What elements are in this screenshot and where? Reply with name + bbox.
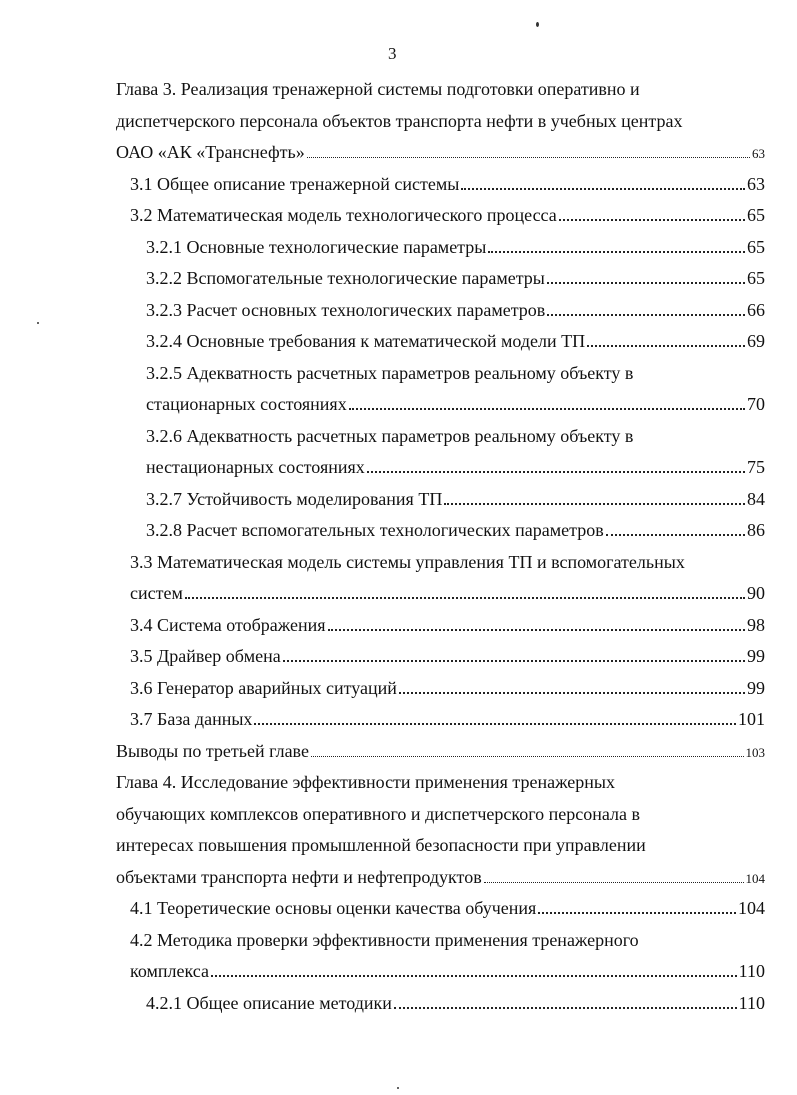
dot-leader [444,503,745,505]
toc-entry-last-line [146,232,765,264]
toc-entry-title: ОАО «АК «Транснефть» [116,142,305,162]
toc-entry-last-line [130,641,765,673]
toc-entry-last-line [146,452,765,484]
toc-entry-title: 3.2 Математическая модель технологического процесса [130,205,557,225]
toc-entry-title-line: 3.2.5 Адекватность расчетных параметров реальному объекту в [146,362,634,383]
toc-entry[interactable] [146,988,765,1020]
toc-entry-last-line [130,169,765,201]
toc-entry[interactable] [146,326,765,358]
toc-entry-last-line [116,862,765,894]
toc-page-number: 65 [747,205,765,225]
toc-entry-last-line [146,295,765,327]
toc-entry-title: 3.2.1 Основные технологические параметры [146,236,487,257]
dot-leader [587,345,745,347]
toc-page-number: 101 [738,709,765,729]
toc-page-number: 86 [747,520,765,540]
toc-entry[interactable] [146,295,765,327]
toc-entry[interactable] [130,893,765,925]
toc-page-number: 104 [738,898,765,918]
toc-entry-title: 3.2.2 Вспомогательные технологические параметры [146,268,545,288]
toc-entry-last-line [130,956,765,988]
toc-entry-last-line [130,893,765,925]
toc-entry[interactable] [130,704,765,736]
toc-page-number: 104 [745,870,765,886]
toc-page-number: 84 [747,488,765,509]
dot-leader [547,314,745,316]
toc-entry[interactable] [146,263,765,295]
toc-entry-title: 3.2.8 Расчет вспомогательных технологических параметров [146,520,604,540]
toc-entry[interactable] [116,736,765,768]
toc-entry[interactable] [130,169,765,201]
toc-entry-last-line [116,137,765,169]
toc-page-number: 103 [745,744,765,760]
toc-entry[interactable] [146,484,765,516]
toc-entry[interactable] [116,767,765,893]
toc-entry-title: объектами транспорта нефти и нефтепродуктов [116,866,482,887]
toc-page-number: 99 [747,677,765,698]
toc-entry-title: стационарных состояниях [146,394,347,414]
toc-entry-last-line [146,263,765,295]
toc-entry-title: 3.2.4 Основные требования к математической модели ТП [146,331,586,351]
toc-entry-title: систем [130,583,183,603]
toc-entry-title-line: обучающих комплексов оперативного и диспетчерского персонала в [116,803,640,824]
toc-entry-last-line [130,704,765,736]
toc-page-number: 63 [752,146,765,161]
toc-entry[interactable] [130,641,765,673]
dot-leader [367,471,745,473]
toc-entry[interactable] [130,547,765,610]
toc-entry[interactable] [130,673,765,705]
dot-leader [484,882,744,883]
toc-entry[interactable] [116,74,765,169]
dot-leader [283,660,745,662]
dot-leader [254,723,736,725]
toc-entry-title-line: диспетчерского персонала объектов транспорта нефти в учебных центрах [116,110,683,131]
toc-entry-last-line [146,484,765,516]
dot-leader [211,975,737,977]
toc-entry-title: Выводы по третьей главе [116,740,309,761]
toc-page-number: 110 [738,992,765,1013]
toc-entry[interactable] [146,515,765,547]
toc-entry-title: 3.5 Драйвер обмена [130,646,281,666]
toc-entry-title-line: 3.2.6 Адекватность расчетных параметров реальному объекту в [146,425,634,446]
dot-leader [399,692,745,694]
toc-page-number: 70 [747,394,765,414]
toc-page-number: 98 [747,614,765,635]
dot-leader [547,282,745,284]
dot-leader [606,534,745,536]
toc-entry-title-line: 4.2 Методика проверки эффективности применения тренажерного [130,929,639,950]
toc-entry[interactable] [146,421,765,484]
dot-leader [328,629,745,631]
toc-entry-last-line [130,578,765,610]
toc-entry-title: 3.1 Общее описание тренажерной системы [130,173,460,194]
toc-entry-title: 3.2.7 Устойчивость моделирования ТП [146,488,443,509]
toc-entry-title-line: Глава 3. Реализация тренажерной системы подготовки оперативно и [116,79,640,99]
dot-leader [349,408,745,410]
scan-speck [397,1087,399,1089]
toc-entry-title-line: интересах повышения промышленной безопасности при управлении [116,835,646,855]
toc-entry-last-line [146,326,765,358]
toc-entry-title-line: Глава 4. Исследование эффективности применения тренажерных [116,772,615,792]
toc-entry[interactable] [146,232,765,264]
toc-page-number: 65 [747,236,765,257]
dot-leader [538,912,736,914]
toc-page-number: 63 [747,173,765,194]
toc-entry-title: комплекса [130,961,209,981]
toc-entry[interactable] [130,200,765,232]
toc-page-number: 75 [747,457,765,477]
toc-page-number: 90 [747,583,765,603]
toc-entry-title: 3.2.3 Расчет основных технологических параметров [146,299,546,320]
dot-leader [394,1007,737,1009]
toc-entry[interactable] [146,358,765,421]
dot-leader [185,597,745,599]
toc-entry-title: 3.4 Система отображения [130,614,326,635]
toc-entry-title: 4.1 Теоретические основы оценки качества обучения [130,898,537,918]
toc-entry-last-line [146,515,765,547]
scan-speck [536,22,539,27]
dot-leader [488,251,745,253]
dot-leader [307,157,750,158]
toc-page-number: 110 [738,961,765,981]
dot-leader [461,188,745,190]
page-number: 3 [388,44,397,63]
toc-entry-title: 4.2.1 Общее описание методики [146,992,392,1013]
toc-entry[interactable] [130,610,765,642]
toc-entry-title-line: 3.3 Математическая модель системы управления ТП и вспомогательных [130,551,685,572]
toc-entry-last-line [130,673,765,705]
toc-page-number: 99 [747,646,765,666]
toc-entry[interactable] [130,925,765,988]
toc-entry-title: 3.7 База данных [130,709,253,729]
toc-entry-last-line [146,389,765,421]
toc-page-number: 69 [747,331,765,351]
toc-entry-title: нестационарных состояниях [146,457,365,477]
toc-page-number: 65 [747,268,765,288]
toc-entry-last-line [146,988,765,1020]
dot-leader [559,219,745,221]
table-of-contents [0,74,797,1019]
toc-page-number: 66 [747,299,765,320]
toc-entry-last-line [130,610,765,642]
toc-entry-title: 3.6 Генератор аварийных ситуаций [130,677,397,698]
toc-entry-last-line [116,736,765,768]
dot-leader [311,756,744,757]
toc-entry-last-line [130,200,765,232]
